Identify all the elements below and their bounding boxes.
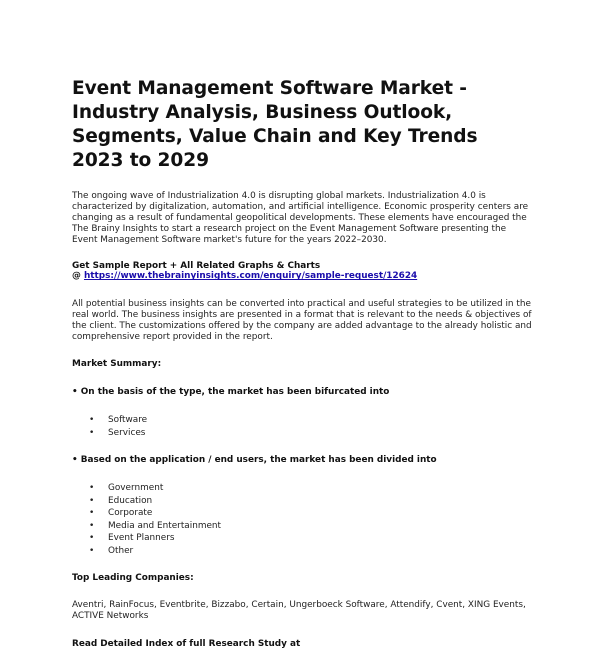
sample-report-heading: Get Sample Report + All Related Graphs & Charts [72,260,321,271]
companies-heading: Top Leading Companies: [72,573,194,584]
insights-paragraph: All potential business insights can be converted into practical and useful strategies to be utilized in the real world. The business insights are presented in a format that is relevant to the needs & objectives of the client. The customizations offered by the company are added advantage to the already holistic and comprehensive report provided in the report. [72,299,532,343]
type-segment-list [72,414,532,439]
companies-list: Aventri, RainFocus, Eventbrite, Bizzabo, Certain, Ungerboeck Software, Attendify, Cvent, XING Events, ACTIVE Networks [72,600,526,622]
list-item: • Services [72,427,532,440]
list-item: • Media and Entertainment [72,520,532,533]
list-item: • Other [72,545,532,558]
sample-prefix: @ [72,271,84,282]
detailed-index-heading: Read Detailed Index of full Research Study at [72,639,301,650]
list-item: • Software [72,414,532,427]
list-item: • Education [72,495,532,508]
document-title: Event Management Software Market - Industry Analysis, Business Outlook, Segments, Value Chain and Key Trends 2023 to 2029 [72,78,478,171]
application-segment-list [72,482,532,557]
application-segment-heading: • Based on the application / end users, the market has been divided into [72,455,437,466]
sample-report-block [72,261,532,283]
document-page [72,77,532,650]
sample-request-link[interactable]: https://www.thebrainyinsights.com/enquiry/sample-request/12624 [83,271,418,282]
list-item: • Event Planners [72,532,532,545]
sample-report-line [72,271,532,282]
list-item: • Corporate [72,507,532,520]
intro-paragraph: The ongoing wave of Industrialization 4.0 is disrupting global markets. Industrialization 4.0 is characterized by digitalization, automation, and artificial intelligence. Economic prosperity centers are changing as a result of fundamental geopolitical developments. These elements have encouraged the The Brainy Insights to start a research project on the Event Management Software presenting the Event Management Software market's future for the years 2022–2030. [72,191,529,245]
market-summary-heading: Market Summary: [72,359,162,370]
type-segment-heading: • On the basis of the type, the market has been bifurcated into [72,387,390,398]
list-item: • Government [72,482,532,495]
